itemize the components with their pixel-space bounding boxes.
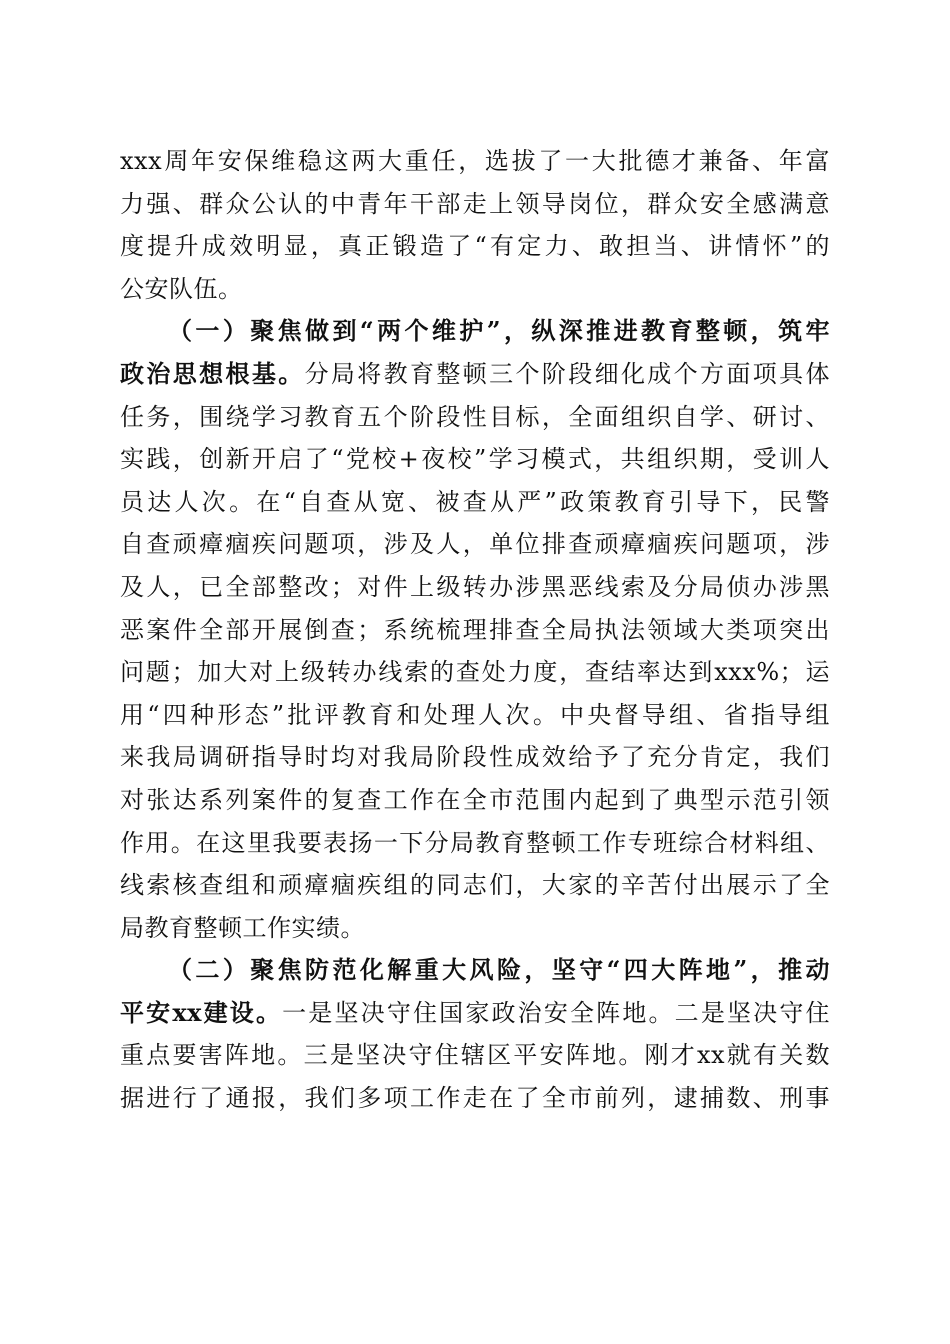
text-line: 任务，围绕学习教育五个阶段性目标，全面组织自学、研讨、: [120, 402, 830, 431]
text-line: 员达人次。在“自查从宽、被查从严”政策教育引导下，民警: [120, 487, 830, 516]
text-line: 据进行了通报，我们多项工作走在了全市前列，逮捕数、刑事: [120, 1084, 830, 1113]
text-line: xxx周年安保维稳这两大重任，选拔了一大批德才兼备、年富: [120, 147, 830, 175]
text-line: 恶案件全部开展倒查；系统梳理排查全局执法领域大类项突出: [120, 615, 830, 644]
text-line: 力强、群众公认的中青年干部走上领导岗位，群众安全感满意: [120, 189, 830, 218]
section-heading-2: （二）聚焦防范化解重大风险，坚守“四大阵地”，推动: [168, 955, 830, 985]
text-line: 对张达系列案件的复查工作在全市范围内起到了典型示范引领: [120, 785, 830, 814]
text-line: 局教育整顿工作实绩。: [120, 913, 365, 942]
section-heading-2-cont: 平安xx建设。: [120, 997, 283, 1027]
section-heading-1-cont: 政治思想根基。: [120, 358, 305, 388]
document-page: [120, 140, 830, 1120]
text-line-mixed: [120, 992, 830, 1035]
text-line: 重点要害阵地。三是坚决守住辖区平安阵地。刚才xx就有关数: [120, 1041, 830, 1070]
text-line: 来我局调研指导时均对我局阶段性成效给予了充分肯定，我们: [120, 743, 830, 772]
text-line: 自查顽瘴痼疾问题项，涉及人，单位排查顽瘴痼疾问题项，涉: [120, 530, 830, 559]
section-heading-1: （一）聚焦做到“两个维护”，纵深推进教育整顿，筑牢: [168, 316, 830, 346]
text-line: 用“四种形态”批评教育和处理人次。中央督导组、省指导组: [120, 700, 830, 729]
text-line: 公安队伍。: [120, 274, 243, 303]
text-line: 度提升成效明显，真正锻造了“有定力、敢担当、讲情怀”的: [120, 232, 830, 261]
text-segment: 一是坚决守住国家政治安全阵地。二是坚决守住: [282, 998, 831, 1027]
text-line: 作用。在这里我要表扬一下分局教育整顿工作专班综合材料组、: [120, 828, 830, 857]
text-segment: 分局将教育整顿三个阶段细化成个方面项具体: [304, 359, 831, 388]
text-line: 线索核查组和顽瘴痼疾组的同志们，大家的辛苦付出展示了全: [120, 871, 830, 900]
text-line: 及人，已全部整改；对件上级转办涉黑恶线索及分局侦办涉黑: [120, 572, 830, 601]
text-line: 问题；加大对上级转办线索的查处力度，查结率达到xxx%；运: [120, 658, 830, 687]
text-line: 实践，创新开启了“党校+夜校”学习模式，共组织期，受训人: [120, 445, 830, 474]
text-line-mixed: [120, 353, 830, 396]
